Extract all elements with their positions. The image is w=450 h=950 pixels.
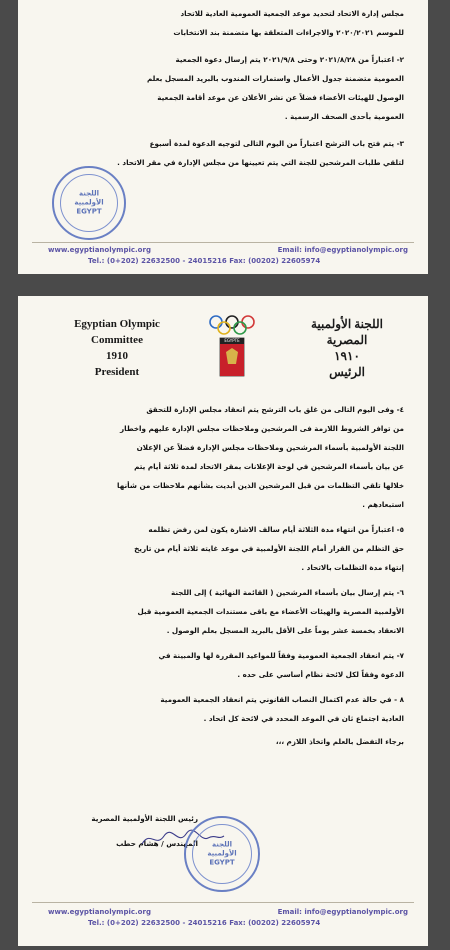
- page2-body: [48, 400, 404, 751]
- page2-line: اللجنة الأولمبية بأسماء المرشحين وملاحظات مجلس الإدارة فضلاً عن الإعلان: [136, 443, 404, 452]
- stamp-text-ar: اللجنة الأولمبية: [74, 189, 104, 207]
- page1-line: ٣- يتم فتح باب الترشح اعتباراً من اليوم التالى لتوجيه الدعوة لمدة أسبوع: [149, 139, 404, 148]
- official-stamp: [52, 166, 126, 240]
- page2-line: عن بيان بأسماء المرشحين في لوحة الإعلانات بمقر الاتحاد لمدة ثلاثة أيام يتم: [134, 462, 404, 471]
- stamp-text-mid: EGYPT: [76, 207, 102, 216]
- page1-line: العمومية بأحدى الصحف الرسمية .: [284, 112, 404, 121]
- page2-line: ٦- يتم إرسال بيان بأسماء المرشحين ( القائمة النهائية ) إلى اللجنة: [170, 588, 404, 597]
- page2-line: حق التظلم من القرار أمام اللجنة الأولمبية في موعد غايته ثلاثة أيام من تاريخ: [134, 544, 404, 553]
- footer-divider: [32, 242, 414, 243]
- olympic-emblem-logo: [202, 314, 262, 382]
- official-stamp: [184, 816, 260, 892]
- header-arabic: [292, 316, 402, 380]
- page2-line: العادية اجتماع ثان في الموعد المحدد في لائحة كل اتحاد .: [203, 714, 404, 723]
- page1-line: الوصول للهيئات الأعضاء فضلاً عن نشر الأعلان عن موعد أقامة الجمعية: [157, 93, 404, 102]
- website-link[interactable]: www.egyptianolympic.org: [48, 908, 151, 916]
- phone-fax-line: Tel.: (0+202) 22632500 - 24015216 Fax: (00202) 22605974: [88, 919, 321, 927]
- page2-line: خلالها تلقي التظلمات من قبل المرشحين الذين أبديت بشأنهم ملاحظات من شأنها: [117, 481, 404, 490]
- website-link[interactable]: www.egyptianolympic.org: [48, 246, 151, 254]
- page2-line: من توافر الشروط اللازمة فى المرشحين وملاحظات مجلس الإدارة عليهم واخطار: [120, 424, 404, 433]
- header-en-year: 1910: [106, 350, 128, 362]
- header-english: [52, 316, 182, 380]
- page2-line: إنتهاء مدة التظلمات بالاتحاد .: [301, 563, 404, 572]
- stamp-text-ar: اللجنة الأولمبية: [207, 840, 237, 858]
- page2-line: الانعقاد بخمسة عشر يوماً على الأقل بالبريد المسجل بعلم الوصول .: [166, 626, 404, 635]
- page2-line: ٥- اعتباراً من انتهاء مدة الثلاثة أيام سالف الاشارة يكون لمن رفض تظلمه: [148, 525, 404, 534]
- page1-body: [48, 4, 404, 172]
- page1-line: لتلقي طلبات المرشحين للجنة التي يتم تعيينها من مجلس الإدارة في مقر الاتحاد .: [117, 158, 404, 167]
- stamp-text: [72, 190, 107, 217]
- emblem-label: EGYPTE: [224, 338, 240, 343]
- footer-divider: [32, 902, 414, 903]
- page2-line: ٧- يتم انعقاد الجمعية العمومية وفقاً للمواعيد المقررة لها والمبينة في: [158, 651, 404, 660]
- phone-fax-line: Tel.: (0+202) 22632500 - 24015216 Fax: (00202) 22605974: [88, 257, 321, 265]
- page2-line: الدعوة وفقاً لكل لائحة نظام أساسي على حده .: [237, 670, 404, 679]
- header-ar-org: اللجنة الأولمبية المصرية: [310, 317, 383, 347]
- stamp-text-mid: EGYPT: [209, 858, 235, 867]
- email-link[interactable]: Email: info@egyptianolympic.org: [277, 246, 408, 254]
- olympic-rings-icon: [202, 314, 262, 382]
- header-ar-title: الرئيس: [329, 365, 365, 379]
- letter-page-1: [18, 0, 428, 274]
- page2-line: ٤- وفى اليوم التالى من غلق باب الترشح يتم انعقاد مجلس الإدارة للتحقق: [146, 405, 404, 414]
- email-link[interactable]: Email: info@egyptianolympic.org: [277, 908, 408, 916]
- page1-line: مجلس إدارة الاتحاد لتحديد موعد الجمعية العمومية العادية للاتحاد: [180, 9, 404, 18]
- page2-line: الأولمبية المصرية والهيئات الأعضاء مع باقى مستندات الجمعية العمومية قبل: [137, 607, 404, 616]
- header-en-org: Egyptian Olympic Committee: [74, 318, 160, 346]
- stamp-text: [204, 841, 240, 868]
- page2-line: استبعادهم .: [362, 500, 404, 509]
- signature-name: المهندس / هشام حطب: [116, 839, 198, 848]
- closing-line: برجاء التفضل بالعلم واتخاذ اللازم ،،،: [275, 737, 404, 746]
- signature-title: رئيس اللجنة الأولمبية المصرية: [91, 814, 198, 823]
- page2-line: ٨ - في حالة عدم اكتمال النصاب القانوني يتم انعقاد الجمعية العمومية: [160, 695, 404, 704]
- page1-line: العمومية متضمنة جدول الأعمال واستمارات المندوب بالبريد المسجل بعلم: [147, 74, 404, 83]
- header-ar-year: ١٩١٠: [334, 349, 360, 363]
- page1-line: ٢- اعتباراً من ٢٠٢١/٨/٢٨ وحتى ٢٠٢١/٩/٨ يتم إرسال دعوة الجمعية: [175, 55, 404, 64]
- header-en-title: President: [94, 366, 140, 378]
- letter-page-2: [18, 296, 428, 946]
- page1-line: للموسم ٢٠٢٠/٢٠٢١ والاجراءات المتعلقة بها متضمنة بند الانتخابات: [173, 28, 404, 37]
